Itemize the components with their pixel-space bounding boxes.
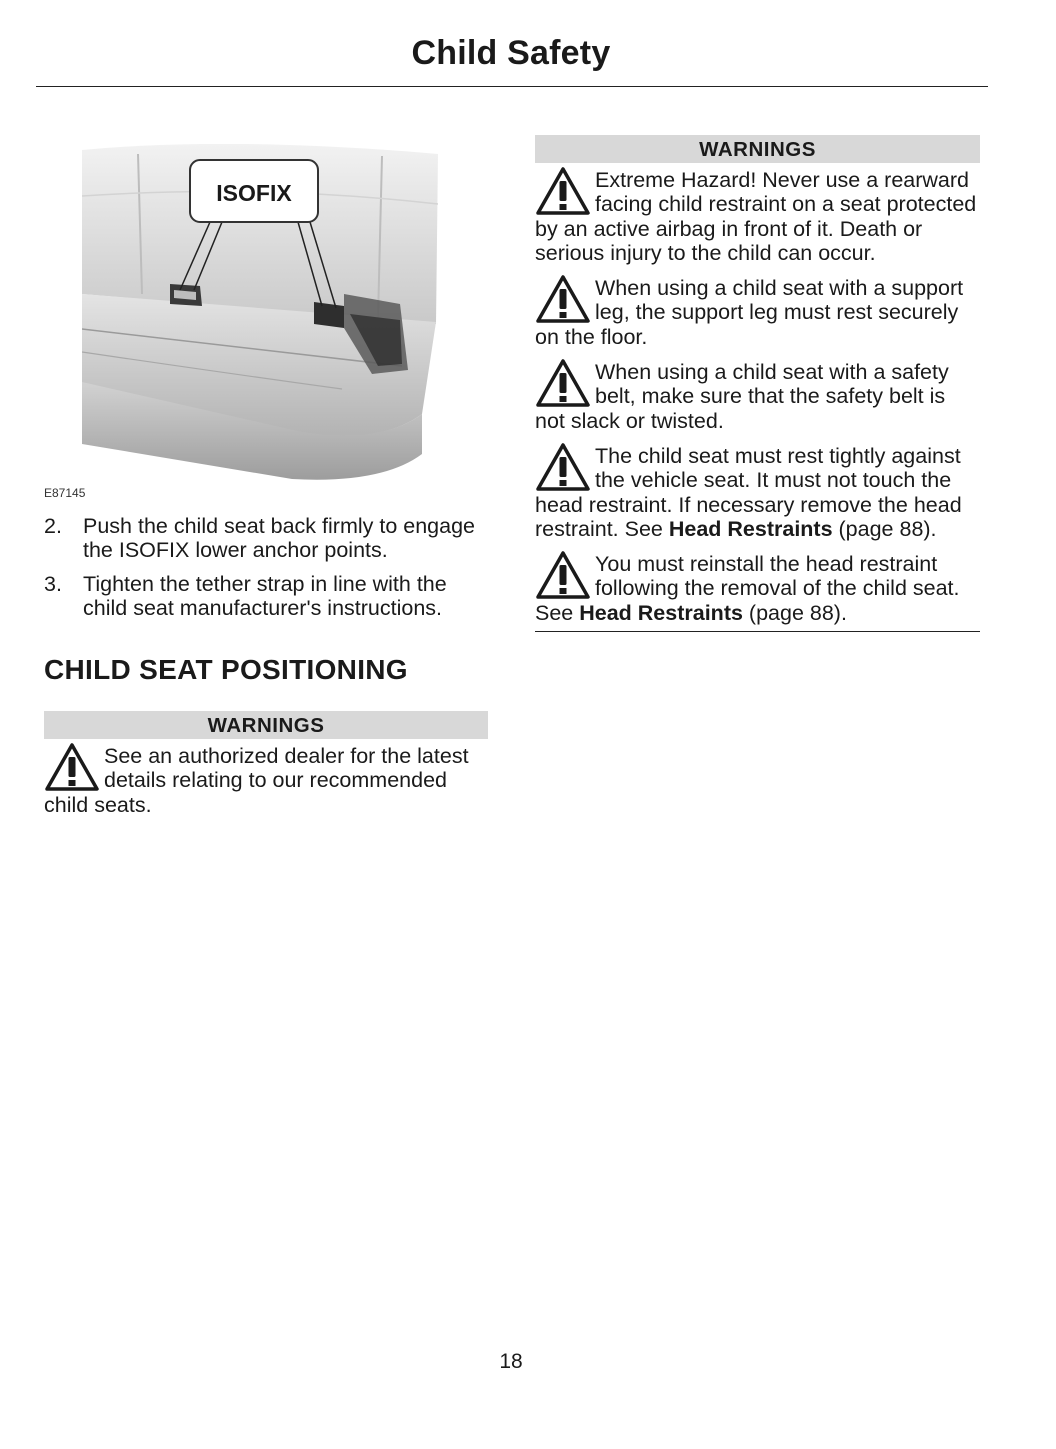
left-warnings-box	[44, 711, 488, 817]
warning-item	[535, 168, 980, 265]
right-warnings-box	[535, 135, 980, 632]
step-text: Push the child seat back firmly to engage the ISOFIX lower anchor points.	[83, 514, 475, 563]
warning-triangle-icon	[44, 742, 100, 792]
warning-triangle-icon	[535, 274, 591, 324]
step-list	[44, 514, 496, 629]
step-item	[44, 514, 496, 563]
warning-text: You must reinstall the head restraint following the removal of the child seat. See	[535, 552, 960, 625]
warning-triangle-icon	[535, 358, 591, 408]
isofix-anchor-left	[170, 284, 202, 306]
warning-triangle-icon	[535, 166, 591, 216]
warning-item	[535, 276, 980, 349]
step-text: Tighten the tether strap in line with the child seat manufacturer's instructions.	[83, 571, 447, 620]
warning-item	[44, 744, 488, 817]
warning-triangle-icon	[535, 442, 591, 492]
head-restraints-link[interactable]: Head Restraints	[579, 600, 743, 625]
warning-text: The child seat must rest tightly against the vehicle seat. It must not touch the head restraint. If necessary remove the head restraint. See	[535, 443, 962, 541]
isofix-seat-illustration	[82, 144, 438, 496]
warning-text: When using a child seat with a support leg, the support leg must rest securely on the floor.	[535, 276, 964, 349]
header-divider	[36, 86, 988, 87]
head-restraints-link[interactable]: Head Restraints	[668, 516, 833, 541]
warnings-header: WARNINGS	[44, 711, 488, 739]
step-number: 3.	[44, 571, 62, 596]
warnings-header: WARNINGS	[535, 135, 980, 163]
warning-item	[535, 552, 980, 625]
step-item	[44, 572, 496, 621]
figure-code: E87145	[44, 486, 86, 500]
page-reference: (page 88).	[742, 600, 847, 625]
warnings-end-divider	[535, 631, 980, 632]
warning-triangle-icon	[535, 550, 591, 600]
page-reference: (page 88).	[832, 516, 937, 541]
warning-item	[535, 360, 980, 433]
page-title: Child Safety	[411, 34, 611, 72]
callout-label: ISOFIX	[216, 180, 292, 206]
page-number: 18	[499, 1350, 523, 1373]
warning-text: When using a child seat with a safety belt, make sure that the safety belt is not slack or twisted.	[535, 360, 949, 433]
warning-item	[535, 444, 980, 541]
warning-text: See an authorized dealer for the latest details relating to our recommended child seats.	[44, 744, 469, 817]
step-number: 2.	[44, 514, 62, 538]
warning-text: Extreme Hazard! Never use a rearward facing child restraint on a seat protected by an active airbag in front of it. Death or serious injury to the child can occur.	[535, 168, 977, 265]
section-heading: CHILD SEAT POSITIONING	[44, 654, 408, 685]
